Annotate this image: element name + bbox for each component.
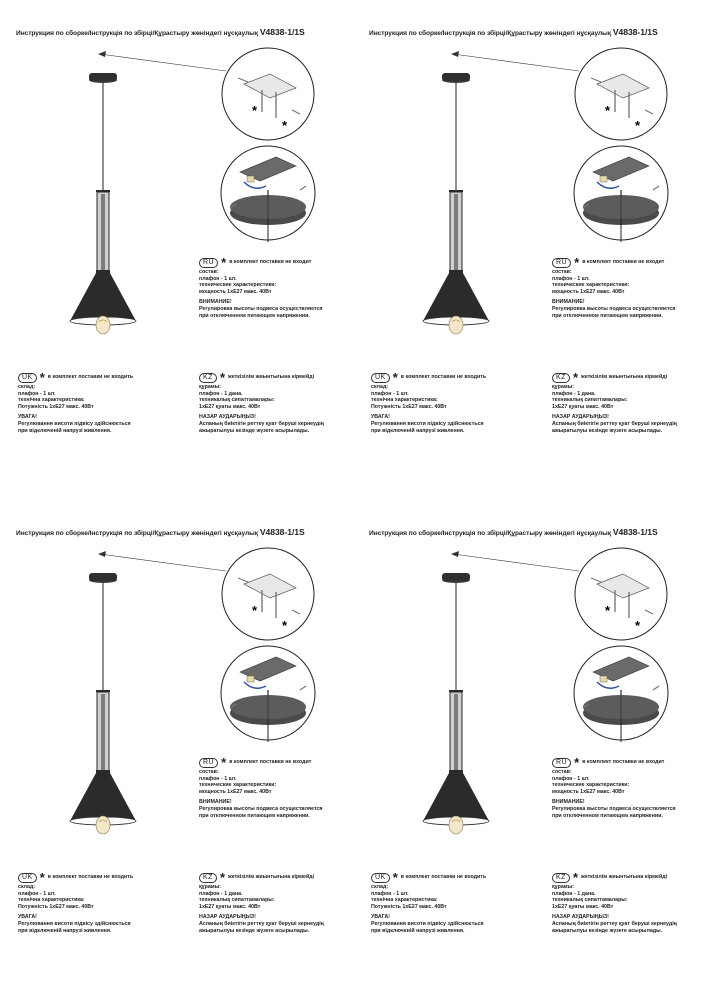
uk-line: Потужність 1хЕ27 макс. 40Вт (18, 403, 94, 410)
ru-warning: при отключенном питающем напряжении. (552, 312, 663, 319)
ru-line: мощность 1хЕ27 макс. 40Вт (552, 288, 625, 295)
arrow-head-icon (98, 551, 106, 557)
uk-line: Потужність 1хЕ27 макс. 40Вт (371, 403, 447, 410)
kz-section (552, 369, 677, 434)
kz-line: құрамы: (199, 884, 221, 890)
ru-badge: RU (552, 758, 571, 768)
ru-warning-title: ВНИМАНИЕ! (552, 299, 585, 306)
uk-section (371, 869, 487, 934)
kz-line: техникалық сипаттамалары: (552, 397, 628, 404)
kz-section (199, 869, 324, 934)
ru-not-included: в комплект поставки не входит (582, 259, 665, 266)
uk-line: технічна характеристика: (18, 897, 85, 904)
uk-not-included: в комплект поставки не входить (400, 374, 487, 381)
pendant-lamp-icon (70, 73, 136, 334)
canopy-assembly-icon (574, 146, 668, 242)
uk-line: склад: (371, 884, 389, 890)
star-icon: * (574, 254, 580, 270)
pendant-lamp-icon (423, 573, 489, 834)
kz-warning-title: НАЗАР АУДАРЫҢЫЗ! (552, 414, 609, 421)
kz-badge: KZ (552, 373, 570, 383)
uk-badge: UK (18, 873, 37, 883)
svg-text:*: * (282, 618, 288, 633)
kz-line: плафон - 1 дана. (199, 390, 243, 397)
svg-text:*: * (635, 618, 641, 633)
ru-line: состав: (552, 269, 572, 275)
uk-warning: Регулювання висоти підвісу здійснюється (18, 420, 131, 427)
kz-section (552, 869, 677, 934)
star-icon: * (39, 369, 45, 385)
ru-section (552, 254, 676, 319)
kz-line: техникалық сипаттамалары: (552, 897, 628, 904)
instruction-panel (353, 0, 706, 500)
instruction-panel (353, 500, 706, 1000)
uk-line: плафон - 1 шт. (18, 890, 56, 897)
star-icon: * (39, 869, 45, 885)
uk-warning: при відключеній напрузі живлення. (18, 427, 112, 434)
uk-line: технічна характеристика: (371, 397, 438, 404)
canopy-assembly-icon (221, 646, 315, 742)
kz-warning: Аспаның биіктігін реттеу қуат беруші кернеудің (199, 920, 324, 927)
uk-warning-title: УВАГА! (371, 914, 390, 921)
kz-line: плафон - 1 дана. (199, 890, 243, 897)
ru-line: технические характеристики: (199, 782, 277, 789)
uk-section (371, 369, 487, 434)
uk-badge: UK (18, 373, 37, 383)
mounting-bracket-icon (222, 548, 314, 640)
instruction-panel (0, 0, 353, 500)
uk-line: технічна характеристика: (371, 897, 438, 904)
kz-warning-title: НАЗАР АУДАРЫҢЫЗ! (199, 414, 256, 421)
kz-section (199, 369, 324, 434)
title-prefix: Инструкция по сборке/Інструкція по збірці/Құрастыру жөніндегі нұсқаулық (16, 30, 259, 37)
kz-line: құрамы: (552, 384, 574, 390)
kz-line: плафон - 1 дана. (552, 390, 596, 397)
ru-line: мощность 1хЕ27 макс. 40Вт (199, 788, 272, 795)
kz-not-included: жеткізілім жиынтығына кірмейді (228, 874, 315, 881)
ru-warning: Регулировка высоты подвеса осуществляется (552, 305, 676, 312)
kz-warning: ажыратылуы кезінде жүзеге асырылады. (552, 427, 663, 434)
title-prefix: Инструкция по сборке/Інструкція по збірці/Құрастыру жөніндегі нұсқаулық (16, 530, 259, 537)
kz-badge: KZ (552, 873, 570, 883)
uk-line: склад: (18, 384, 36, 390)
kz-warning: Аспаның биіктігін реттеу қуат беруші кернеудің (552, 420, 677, 427)
kz-warning: Аспаның биіктігін реттеу қуат беруші кернеудің (552, 920, 677, 927)
ru-warning: при отключенном питающем напряжении. (552, 812, 663, 819)
mounting-bracket-icon (575, 548, 667, 640)
ru-line: состав: (552, 769, 572, 775)
kz-line: техникалық сипаттамалары: (199, 897, 275, 904)
ru-line: мощность 1хЕ27 макс. 40Вт (552, 788, 625, 795)
title-prefix: Инструкция по сборке/Інструкція по збірці/Құрастыру жөніндегі нұсқаулық (369, 30, 612, 37)
kz-not-included: жеткізілім жиынтығына кірмейді (581, 374, 668, 381)
uk-warning: при відключеній напрузі живлення. (371, 927, 465, 934)
uk-line: Потужність 1хЕ27 макс. 40Вт (371, 903, 447, 910)
svg-text:*: * (252, 603, 258, 618)
kz-line: 1хЕ27 қуаты макс. 40Вт (199, 403, 261, 410)
star-icon: * (219, 369, 226, 385)
ru-warning: Регулировка высоты подвеса осуществляется (552, 805, 676, 812)
ru-line: мощность 1хЕ27 макс. 40Вт (199, 288, 272, 295)
uk-badge: UK (371, 373, 390, 383)
instruction-panel (0, 500, 353, 1000)
ru-line: плафон - 1 шт. (199, 275, 237, 282)
uk-warning: Регулювання висоти підвісу здійснюється (18, 920, 131, 927)
star-icon: * (574, 754, 580, 770)
kz-not-included: жеткізілім жиынтығына кірмейді (228, 374, 315, 381)
kz-not-included: жеткізілім жиынтығына кірмейді (581, 874, 668, 881)
arrow-head-icon (98, 51, 106, 57)
kz-line: 1хЕ27 қуаты макс. 40Вт (199, 903, 261, 910)
ru-section (199, 754, 323, 819)
uk-warning-title: УВАГА! (371, 414, 390, 421)
model-number: V4838-1/1S (612, 27, 658, 37)
kz-line: техникалық сипаттамалары: (199, 397, 275, 404)
ru-warning: Регулировка высоты подвеса осуществляется (199, 305, 323, 312)
pendant-lamp-icon (70, 573, 136, 834)
uk-section (18, 369, 134, 434)
star-icon: * (572, 369, 579, 385)
star-icon: * (221, 754, 227, 770)
ru-line: состав: (199, 769, 219, 775)
pendant-lamp-icon (423, 73, 489, 334)
uk-line: плафон - 1 шт. (18, 390, 56, 397)
canopy-assembly-icon (221, 146, 315, 242)
ru-not-included: в комплект поставки не входит (229, 259, 312, 266)
model-number: V4838-1/1S (259, 527, 305, 537)
kz-line: құрамы: (552, 884, 574, 890)
star-icon: * (392, 869, 398, 885)
kz-badge: KZ (199, 373, 217, 383)
ru-section (199, 254, 323, 319)
ru-section (552, 754, 676, 819)
uk-line: технічна характеристика: (18, 397, 85, 404)
ru-line: состав: (199, 269, 219, 275)
kz-line: 1хЕ27 қуаты макс. 40Вт (552, 403, 614, 410)
ru-badge: RU (552, 258, 571, 268)
kz-badge: KZ (199, 873, 217, 883)
ru-line: плафон - 1 шт. (552, 775, 590, 782)
model-number: V4838-1/1S (612, 527, 658, 537)
arrow-head-icon (451, 551, 459, 557)
kz-line: плафон - 1 дана. (552, 890, 596, 897)
uk-not-included: в комплект поставки не входить (47, 374, 134, 381)
ru-warning: Регулировка высоты подвеса осуществляется (199, 805, 323, 812)
kz-line: 1хЕ27 қуаты макс. 40Вт (552, 903, 614, 910)
svg-text:*: * (635, 118, 641, 133)
canopy-assembly-icon (574, 646, 668, 742)
ru-not-included: в комплект поставки не входит (229, 759, 312, 766)
ru-not-included: в комплект поставки не входит (582, 759, 665, 766)
uk-line: плафон - 1 шт. (371, 890, 409, 897)
kz-line: құрамы: (199, 384, 221, 390)
ru-warning: при отключенном питающем напряжении. (199, 812, 310, 819)
star-icon: * (219, 869, 226, 885)
uk-not-included: в комплект поставки не входить (400, 874, 487, 881)
ru-line: плафон - 1 шт. (552, 275, 590, 282)
model-number: V4838-1/1S (259, 27, 305, 37)
ru-line: технические характеристики: (199, 282, 277, 289)
ru-line: технические характеристики: (552, 282, 630, 289)
kz-warning-title: НАЗАР АУДАРЫҢЫЗ! (199, 914, 256, 921)
uk-line: Потужність 1хЕ27 макс. 40Вт (18, 903, 94, 910)
kz-warning: ажыратылуы кезінде жүзеге асырылады. (552, 927, 663, 934)
ru-warning-title: ВНИМАНИЕ! (552, 799, 585, 806)
svg-text:*: * (605, 103, 611, 118)
uk-line: плафон - 1 шт. (371, 390, 409, 397)
svg-text:*: * (282, 118, 288, 133)
ru-line: технические характеристики: (552, 782, 630, 789)
uk-warning-title: УВАГА! (18, 914, 37, 921)
uk-warning: Регулювання висоти підвісу здійснюється (371, 920, 484, 927)
uk-not-included: в комплект поставки не входить (47, 874, 134, 881)
uk-badge: UK (371, 873, 390, 883)
uk-warning: при відключеній напрузі живлення. (18, 927, 112, 934)
uk-line: склад: (18, 884, 36, 890)
uk-line: склад: (371, 384, 389, 390)
mounting-bracket-icon (575, 48, 667, 140)
uk-section (18, 869, 134, 934)
kz-warning: ажыратылуы кезінде жүзеге асырылады. (199, 927, 310, 934)
ru-warning-title: ВНИМАНИЕ! (199, 299, 232, 306)
ru-warning-title: ВНИМАНИЕ! (199, 799, 232, 806)
ru-badge: RU (199, 258, 218, 268)
uk-warning: при відключеній напрузі живлення. (371, 427, 465, 434)
uk-warning-title: УВАГА! (18, 414, 37, 421)
kz-warning: ажыратылуы кезінде жүзеге асырылады. (199, 427, 310, 434)
svg-text:*: * (605, 603, 611, 618)
kz-warning-title: НАЗАР АУДАРЫҢЫЗ! (552, 914, 609, 921)
uk-warning: Регулювання висоти підвісу здійснюється (371, 420, 484, 427)
star-icon: * (221, 254, 227, 270)
svg-text:*: * (252, 103, 258, 118)
title-prefix: Инструкция по сборке/Інструкція по збірці/Құрастыру жөніндегі нұсқаулық (369, 530, 612, 537)
kz-warning: Аспаның биіктігін реттеу қуат беруші кернеудің (199, 420, 324, 427)
ru-badge: RU (199, 758, 218, 768)
arrow-head-icon (451, 51, 459, 57)
ru-warning: при отключенном питающем напряжении. (199, 312, 310, 319)
star-icon: * (392, 369, 398, 385)
star-icon: * (572, 869, 579, 885)
ru-line: плафон - 1 шт. (199, 775, 237, 782)
mounting-bracket-icon (222, 48, 314, 140)
